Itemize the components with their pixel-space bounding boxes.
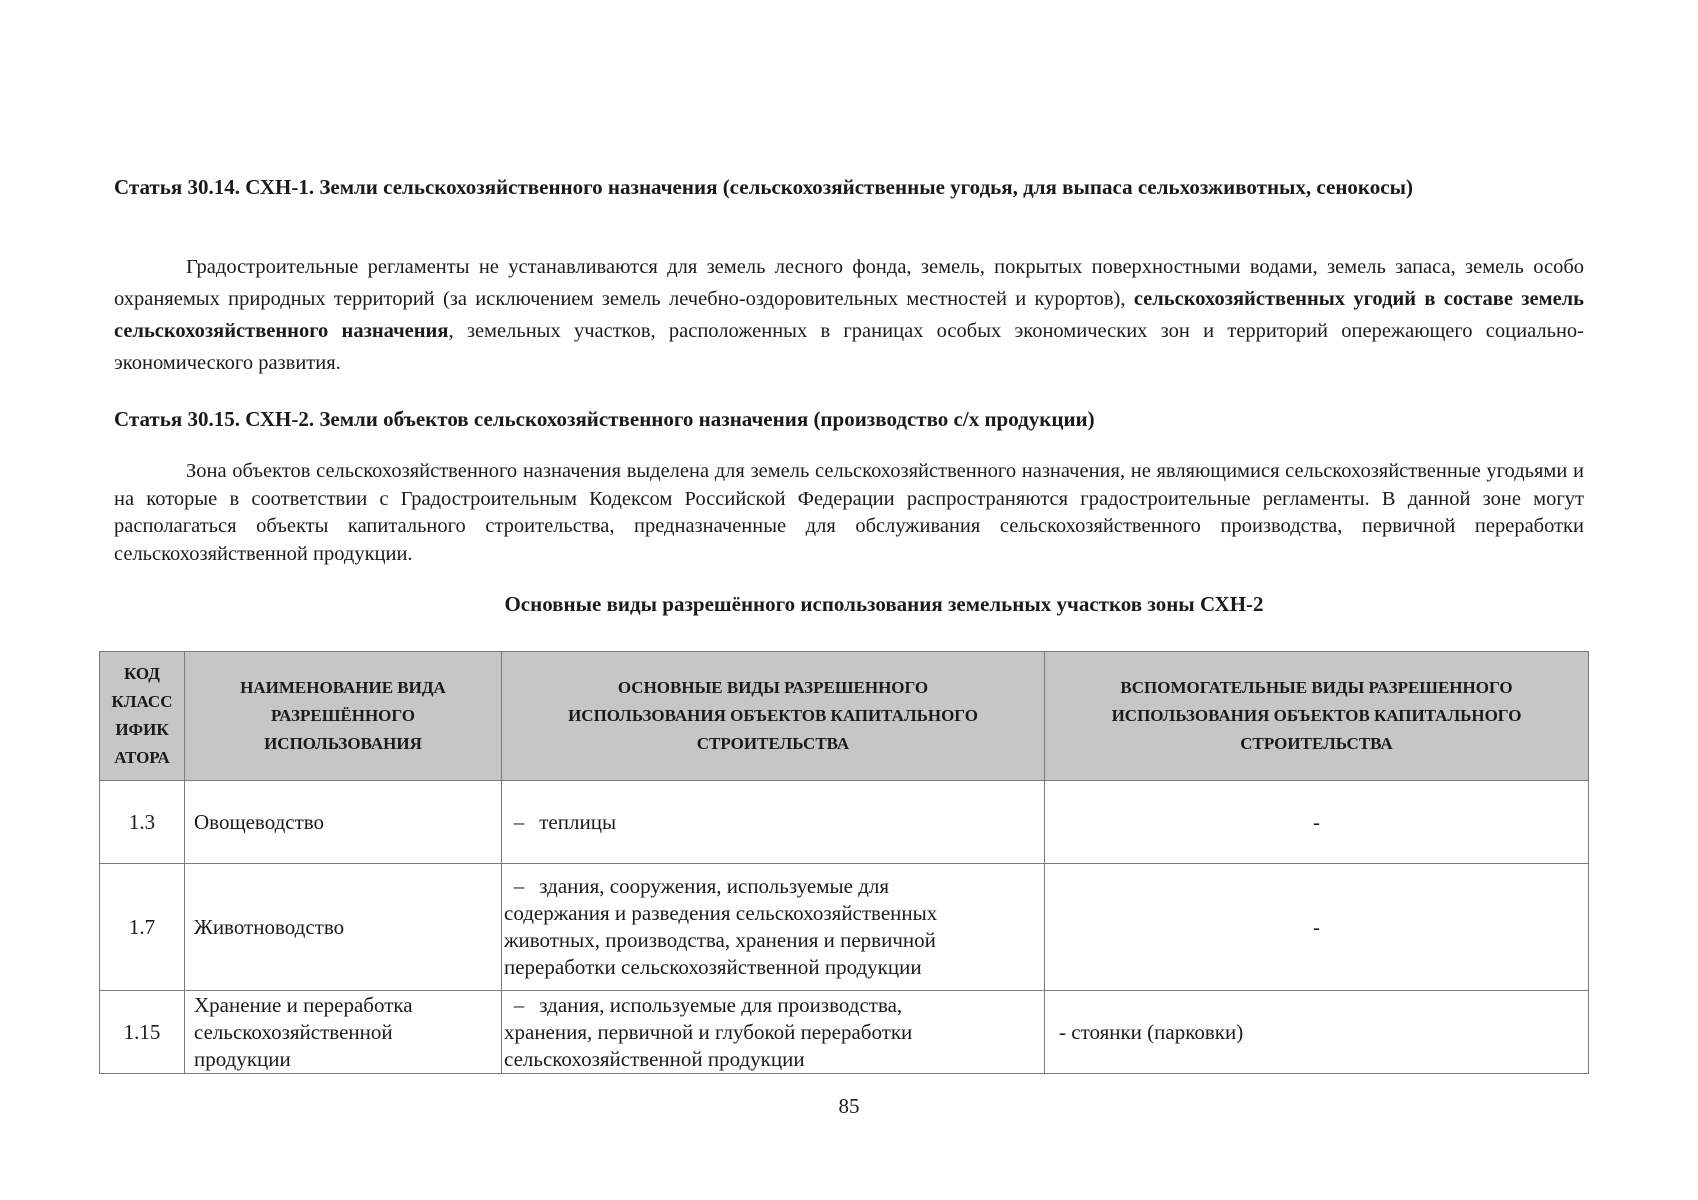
article-30-14-heading: Статья 30.14. СХН-1. Земли сельскохозяйственного назначения (сельскохозяйственные угодья, для выпаса сельхозживотных, сенокосы) (114, 175, 1413, 199)
header-name: НАИМЕНОВАНИЕ ВИДА РАЗРЕШЁННОГО ИСПОЛЬЗОВАНИЯ (185, 652, 502, 781)
header-code: КОД КЛАСС ИФИК АТОРА (100, 652, 185, 781)
cell-code: 1.15 (100, 991, 185, 1074)
cell-code: 1.7 (100, 864, 185, 991)
cell-name: Животноводство (185, 864, 502, 991)
article-30-15-paragraph: Зона объектов сельскохозяйственного назначения выделена для земель сельскохозяйственного назначения, не являющимися сельскохозяйственные угодьями и на которые в соответствии с Градостроительным Кодексом Российской Федерации распространяются градостроительные регламенты. В данной зоне могут располагаться объекты капитального строительства, предназначенные для обслуживания сельскохозяйственного производства, первичной переработки сельскохозяйственной продукции. (114, 460, 1584, 565)
article-30-14-paragraph (114, 251, 1584, 379)
header-main-uses: ОСНОВНЫЕ ВИДЫ РАЗРЕШЕННОГО ИСПОЛЬЗОВАНИЯ ОБЪЕКТОВ КАПИТАЛЬНОГО СТРОИТЕЛЬСТВА (502, 652, 1045, 781)
land-use-table (99, 651, 1589, 1074)
cell-main-uses: – здания, используемые для производства, хранения, первичной и глубокой переработки сельскохозяйственной продукции (502, 991, 1045, 1074)
cell-name: Овощеводство (185, 781, 502, 864)
cell-main-uses: – теплицы (502, 781, 1045, 864)
bullet-dash: – (513, 992, 525, 1017)
cell-code: 1.3 (100, 781, 185, 864)
table-title: Основные виды разрешённого использования земельных участков зоны СХН-2 (504, 592, 1264, 616)
bullet-dash: – (513, 874, 525, 898)
cell-auxiliary-uses: - (1045, 781, 1589, 864)
table-row (100, 991, 1589, 1074)
article-30-15-heading: Статья 30.15. СХН-2. Земли объектов сельскохозяйственного назначения (производство с/х продукции) (114, 407, 1095, 431)
cell-main-uses: – здания, сооружения, используемые для содержания и разведения сельскохозяйственных животных, производства, хранения и первичной переработки сельскохозяйственной продукции (502, 864, 1045, 991)
page-number: 85 (838, 1094, 860, 1118)
header-auxiliary-uses: ВСПОМОГАТЕЛЬНЫЕ ВИДЫ РАЗРЕШЕННОГО ИСПОЛЬЗОВАНИЯ ОБЪЕКТОВ КАПИТАЛЬНОГО СТРОИТЕЛЬСТВА (1045, 652, 1589, 781)
paragraph-bold-text: сельскохозяйственных угодий в составе земель сельскохозяйственного назначения (114, 288, 1585, 342)
paragraph-text: , земельных участков, расположенных в границах особых экономических зон и территорий опережающего социально-экономического развития. (114, 320, 1584, 374)
cell-name: Хранение и переработка сельскохозяйственной продукции (185, 991, 502, 1074)
table-row (100, 781, 1589, 864)
cell-auxiliary-uses: - стоянки (парковки) (1045, 991, 1589, 1074)
table-header-row (100, 652, 1589, 781)
bullet-dash: – (513, 809, 525, 834)
cell-auxiliary-uses: - (1045, 864, 1589, 991)
paragraph-text: Градостроительные регламенты не устанавливаются для земель лесного фонда, земель, покрытых поверхностными водами, земель запаса, земель особо охраняемых природных территорий (за исключением земель лечебно-оздоровительных местностей и курортов), (114, 256, 1584, 310)
table-row (100, 864, 1589, 991)
